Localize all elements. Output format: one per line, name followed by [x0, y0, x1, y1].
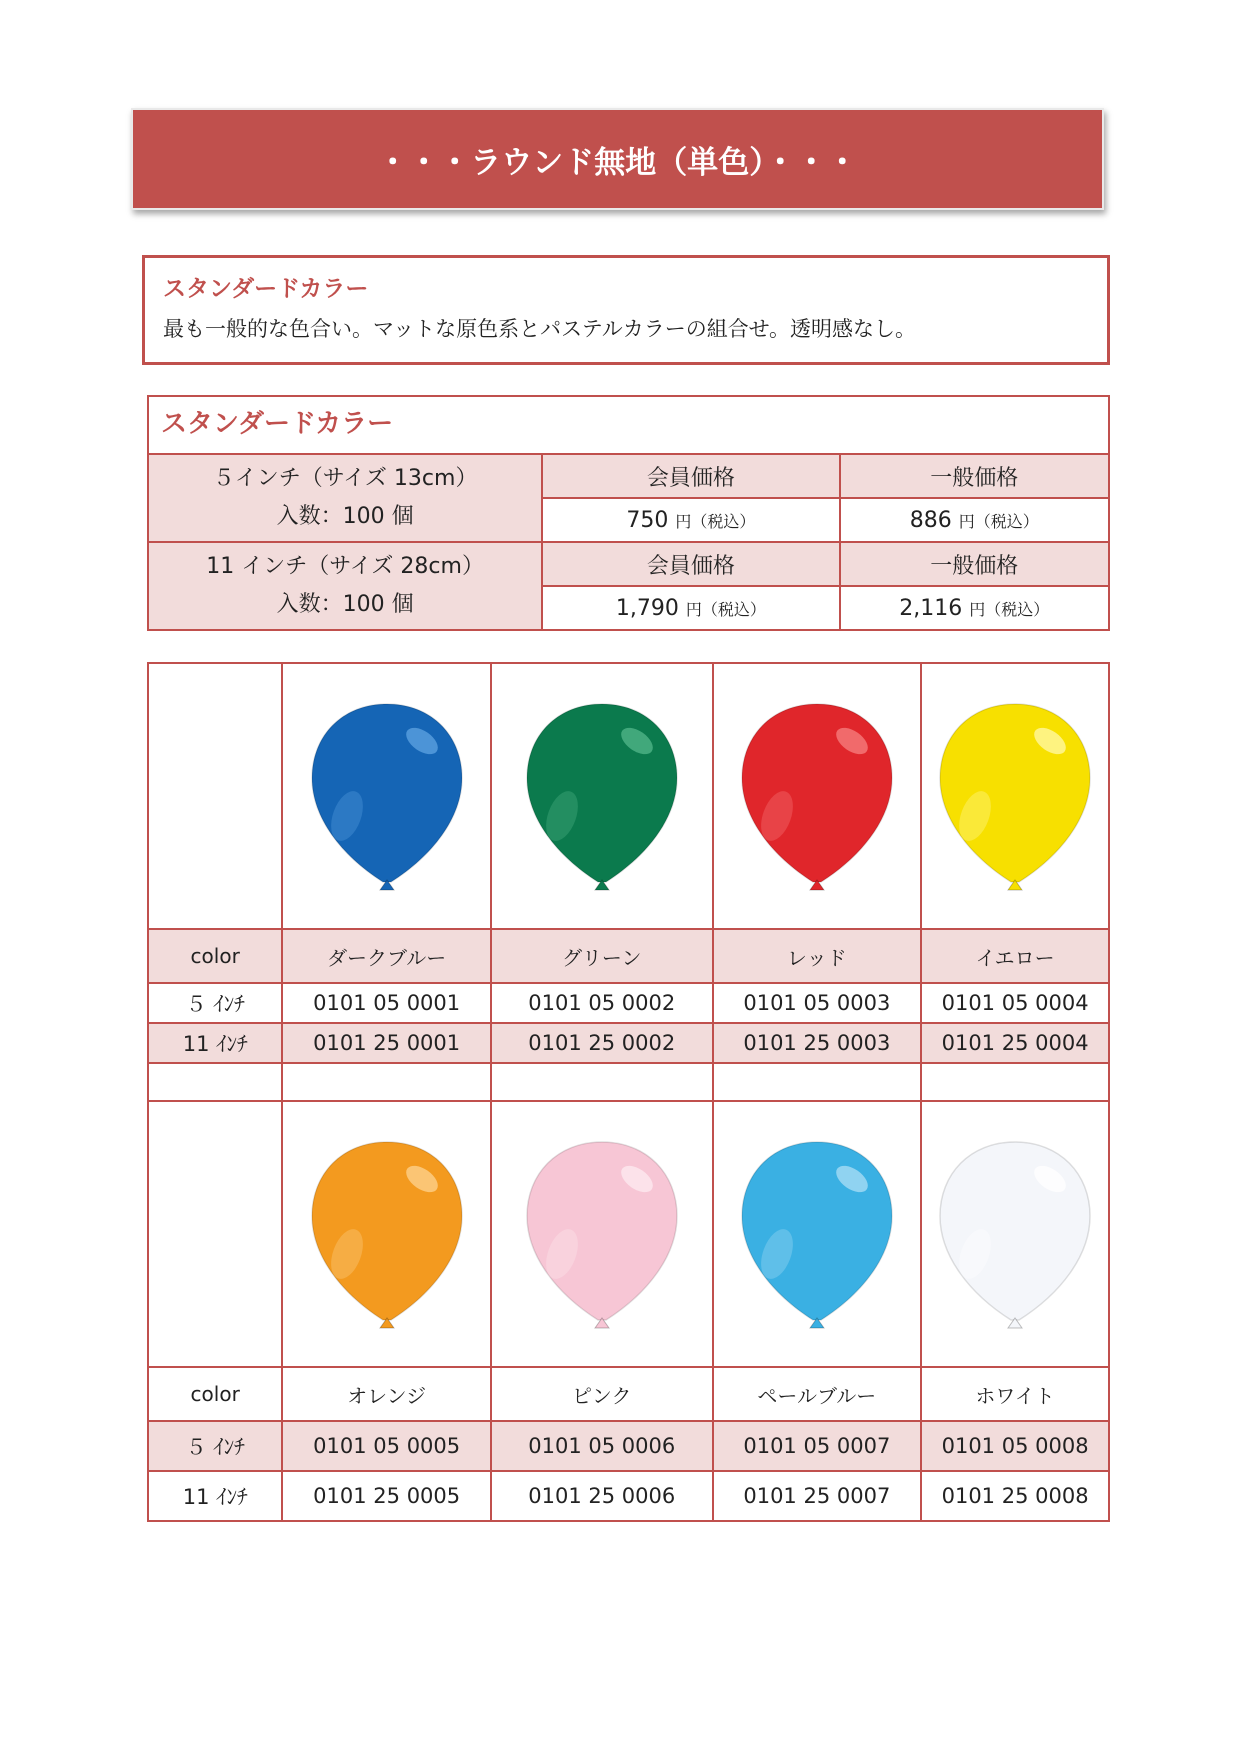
balloon-image: [935, 696, 1095, 896]
product-code-11in: 0101 25 0005: [282, 1471, 491, 1521]
color-label: color: [148, 929, 282, 983]
general-price-label: 一般価格: [840, 542, 1109, 586]
size-label: ５インチ（サイズ 13cm）: [212, 466, 478, 491]
product-code-5in: 0101 05 0007: [713, 1421, 922, 1471]
balloon-cell: [491, 663, 713, 929]
product-code-5in: 0101 05 0005: [282, 1421, 491, 1471]
color-name: レッド: [713, 929, 922, 983]
description-text: 最も一般的な色合い。マットな原色系とパステルカラーの組合せ。透明感なし。: [163, 317, 917, 341]
empty-cell: [148, 1063, 282, 1101]
balloon-cell: [921, 663, 1109, 929]
description-box: [142, 255, 1110, 365]
balloon-image: [522, 696, 682, 896]
size-cell: [148, 454, 542, 542]
quantity-label: 入数：100 個: [276, 592, 414, 617]
size5-label: ５ ｲﾝﾁ: [148, 1421, 282, 1471]
color-name: グリーン: [491, 929, 713, 983]
product-code-5in: 0101 05 0004: [921, 983, 1109, 1023]
color-name: ピンク: [491, 1367, 713, 1421]
balloon-image: [307, 696, 467, 896]
price-unit: 円（税込）: [675, 511, 756, 531]
product-code-11in: 0101 25 0007: [713, 1471, 922, 1521]
price-value: 1,790: [615, 595, 679, 621]
product-code-11in: 0101 25 0004: [921, 1023, 1109, 1063]
general-price-label: 一般価格: [840, 454, 1109, 498]
product-code-5in: 0101 05 0008: [921, 1421, 1109, 1471]
product-code-11in: 0101 25 0002: [491, 1023, 713, 1063]
size11-label: 11 ｲﾝﾁ: [148, 1023, 282, 1063]
member-price-label: 会員価格: [542, 542, 839, 586]
price-unit: 円（税込）: [969, 599, 1050, 619]
price-table: [147, 395, 1110, 631]
description-heading: スタンダードカラー: [163, 276, 369, 302]
page-title: ・・・ラウンド無地（単色）・・・: [131, 108, 1104, 210]
product-code-11in: 0101 25 0008: [921, 1471, 1109, 1521]
color-name: ペールブルー: [713, 1367, 922, 1421]
price-unit: 円（税込）: [958, 511, 1039, 531]
product-table: [147, 662, 1110, 1522]
balloon-cell: [713, 1101, 922, 1367]
color-name: ダークブルー: [282, 929, 491, 983]
balloon-image: [737, 1134, 897, 1334]
quantity-label: 入数：100 個: [276, 504, 414, 529]
balloon-cell: [491, 1101, 713, 1367]
balloon-image: [522, 1134, 682, 1334]
empty-cell: [713, 1063, 922, 1101]
color-name: ホワイト: [921, 1367, 1109, 1421]
balloon-cell: [713, 663, 922, 929]
product-code-5in: 0101 05 0006: [491, 1421, 713, 1471]
general-price: [840, 498, 1109, 542]
size-cell: [148, 542, 542, 630]
price-unit: 円（税込）: [685, 599, 766, 619]
price-value: 750: [626, 507, 669, 533]
empty-cell: [491, 1063, 713, 1101]
balloon-image: [737, 696, 897, 896]
product-code-5in: 0101 05 0003: [713, 983, 922, 1023]
balloon-cell: [282, 663, 491, 929]
balloon-cell: [921, 1101, 1109, 1367]
price-table-heading: スタンダードカラー: [148, 396, 1109, 454]
price-value: 2,116: [899, 595, 963, 621]
member-price: [542, 498, 839, 542]
product-code-5in: 0101 05 0001: [282, 983, 491, 1023]
member-price: [542, 586, 839, 630]
product-code-11in: 0101 25 0001: [282, 1023, 491, 1063]
empty-cell: [282, 1063, 491, 1101]
general-price: [840, 586, 1109, 630]
member-price-label: 会員価格: [542, 454, 839, 498]
size11-label: 11 ｲﾝﾁ: [148, 1471, 282, 1521]
color-label: color: [148, 1367, 282, 1421]
row-label-empty: [148, 663, 282, 929]
size-label: 11 インチ（サイズ 28cm）: [206, 554, 484, 579]
empty-cell: [921, 1063, 1109, 1101]
size5-label: ５ ｲﾝﾁ: [148, 983, 282, 1023]
color-name: オレンジ: [282, 1367, 491, 1421]
balloon-cell: [282, 1101, 491, 1367]
balloon-image: [935, 1134, 1095, 1334]
row-label-empty: [148, 1101, 282, 1367]
price-value: 886: [909, 507, 952, 533]
product-code-11in: 0101 25 0006: [491, 1471, 713, 1521]
product-code-11in: 0101 25 0003: [713, 1023, 922, 1063]
product-code-5in: 0101 05 0002: [491, 983, 713, 1023]
color-name: イエロー: [921, 929, 1109, 983]
balloon-image: [307, 1134, 467, 1334]
